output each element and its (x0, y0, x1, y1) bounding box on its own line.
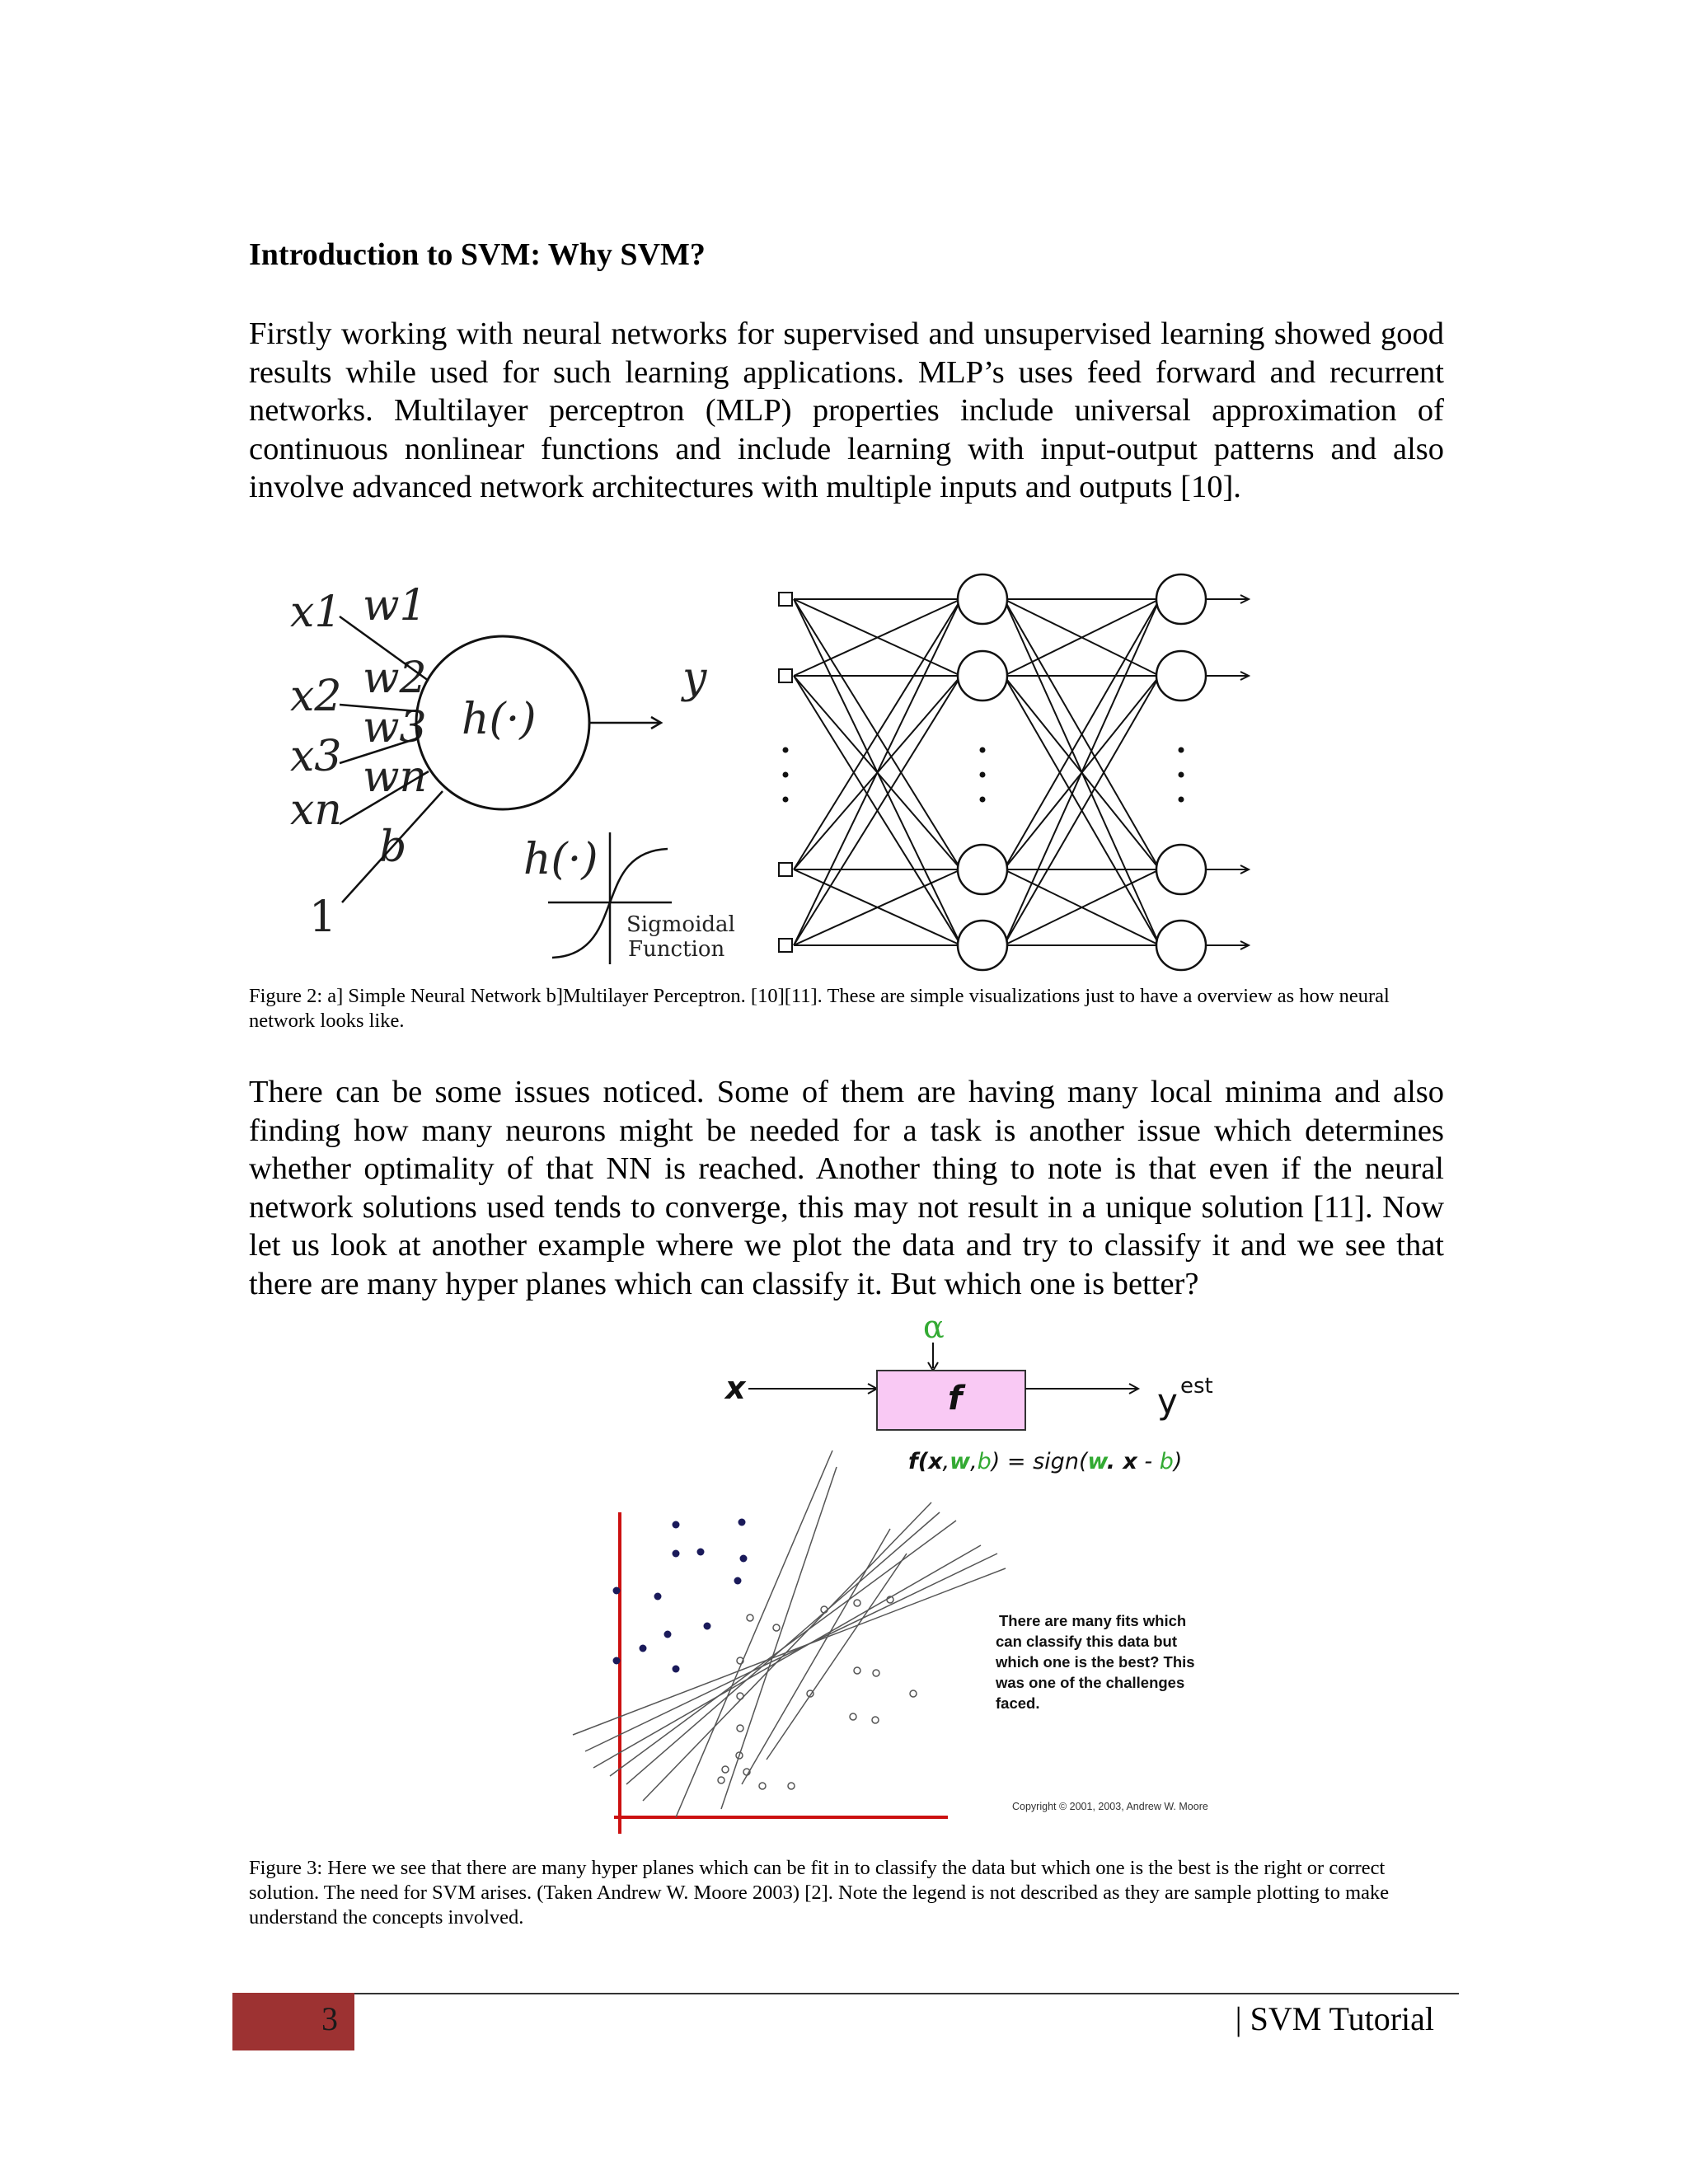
hyperplane-line (585, 1554, 997, 1751)
inset-caption-line2: Function (628, 937, 725, 962)
weight-wn: wn (363, 752, 427, 802)
data-point-light (737, 1725, 743, 1732)
hidden-node (958, 921, 1007, 970)
input-bias: 1 (309, 893, 337, 942)
data-point-light (873, 1670, 879, 1676)
ellipsis-dot (980, 748, 986, 753)
output-node (1156, 574, 1206, 624)
node-label: h(·) (462, 695, 537, 744)
page-number: 3 (321, 2000, 338, 2037)
weight-w2: w2 (363, 654, 427, 703)
input-node (779, 863, 792, 876)
data-point-light (850, 1713, 856, 1720)
svg-text:can classify this data but: can classify this data but (996, 1633, 1178, 1650)
output-superscript: est (1180, 1374, 1213, 1399)
ellipsis-dot (1179, 797, 1184, 803)
footer-rule (354, 1993, 1459, 1994)
ellipsis-dot (783, 772, 789, 778)
ellipsis-dot (1179, 748, 1184, 753)
output-node (1156, 651, 1206, 701)
data-point-dark (664, 1631, 672, 1638)
weight-b: b (379, 823, 407, 872)
input-node (779, 669, 792, 682)
weight-w1: w1 (363, 581, 427, 630)
data-point-dark (673, 1666, 680, 1673)
hidden-node (958, 651, 1007, 701)
svg-text:which one is the best? This: which one is the best? This (996, 1653, 1195, 1671)
svg-text:There are many fits which: There are many fits which (999, 1612, 1187, 1629)
formula: f(x,w,b) = sign(w. x - b) (908, 1449, 1183, 1474)
input-node (779, 593, 792, 606)
data-point-dark (738, 1519, 746, 1526)
figure3-caption: Figure 3: Here we see that there are many hyper planes which can be fit in to classify the data but which one is the best is the right or correct solution. The need for SVM arises. (Taken Andrew W. Moore 2003) [2]. Note the legend is not described as they are sample plotting to make understand the concepts involved. (249, 1857, 1390, 1929)
hidden-node (958, 574, 1007, 624)
input-x2: x2 (290, 672, 342, 721)
output-node (1156, 921, 1206, 970)
inset-label: h(·) (523, 835, 598, 884)
data-point-dark (673, 1521, 680, 1529)
figure3-diagram (560, 1306, 1467, 1825)
output-y: y (682, 654, 707, 703)
data-point-dark (740, 1555, 748, 1563)
data-point-light (718, 1777, 724, 1783)
data-point-light (788, 1783, 795, 1789)
svg-text:faced.: faced. (996, 1694, 1040, 1712)
multilayer-perceptron-diagram (771, 573, 1249, 977)
data-point-dark (654, 1593, 662, 1601)
input-x3: x3 (290, 732, 342, 781)
input-xn: xn (290, 785, 342, 835)
data-point-light (747, 1615, 753, 1621)
section-heading: Introduction to SVM: Why SVM? (249, 237, 706, 272)
copyright-note: Copyright © 2001, 2003, Andrew W. Moore (1012, 1801, 1208, 1812)
data-point-dark (613, 1657, 621, 1665)
scatter-plot (573, 1451, 1006, 1834)
hyperplane-line (573, 1568, 1006, 1735)
data-point-light (773, 1624, 780, 1631)
hyperplane-line (742, 1529, 890, 1784)
data-point-light (854, 1667, 860, 1674)
data-point-light (910, 1690, 917, 1697)
weight-w3: w3 (363, 703, 427, 752)
svg-text:was one of the challenges: was one of the challenges (996, 1674, 1185, 1691)
paragraph-issues: There can be some issues noticed. Some of them are having many local minima and also finding how many neurons might be needed for a task is another issue which determines whether optimality of that NN is reached. Another thing to note is that even if the neural network solutions used tends to converge, this may not result in a unique solution [11]. Now let us look at another example where we plot the data and try to classify it and we see that there are many hyper planes which can classify it. But which one is better? (249, 1075, 1444, 1301)
alpha-symbol: α (923, 1309, 945, 1345)
function-label: f (948, 1380, 963, 1418)
data-point-dark (673, 1550, 680, 1558)
data-point-light (872, 1717, 879, 1723)
output-node (1156, 845, 1206, 894)
input-x1: x1 (290, 588, 342, 637)
hyperplane-line (593, 1545, 981, 1768)
data-point-dark (704, 1623, 711, 1630)
ellipsis-dot (980, 797, 986, 803)
ellipsis-dot (783, 748, 789, 753)
paragraph-intro: Firstly working with neural networks for supervised and unsupervised learning showed good results while used for such learning applications. MLP’s uses feed forward and recurrent networks. Multilayer perceptron (MLP) properties include universal approximation of continuous nonlinear functions and include learning with input-output patterns and also involve advanced network architectures with multiple inputs and outputs [10]. (249, 316, 1444, 504)
output-y-label: y (1157, 1381, 1178, 1422)
data-point-dark (697, 1549, 705, 1556)
input-node (779, 939, 792, 952)
data-point-dark (734, 1577, 742, 1585)
data-point-light (854, 1600, 860, 1606)
figure2-caption: Figure 2: a] Simple Neural Network b]Multilayer Perceptron. [10][11]. These are simple visualizations just to have a overview as how neural network looks like. (249, 985, 1390, 1032)
input-x-label: x (725, 1370, 746, 1406)
footer-title: | SVM Tutorial (1235, 2000, 1434, 2037)
hyperplane-line (643, 1502, 931, 1801)
ellipsis-dot (783, 797, 789, 803)
data-point-light (722, 1766, 729, 1773)
data-point-dark (613, 1587, 621, 1595)
annotation-note (995, 1612, 1195, 1712)
ellipsis-dot (1179, 772, 1184, 778)
inset-caption-line1: Sigmoidal (626, 912, 735, 937)
simple-neuron-diagram (272, 577, 734, 972)
data-point-dark (640, 1645, 647, 1652)
hidden-node (958, 845, 1007, 894)
ellipsis-dot (980, 772, 986, 778)
data-point-light (759, 1783, 766, 1789)
